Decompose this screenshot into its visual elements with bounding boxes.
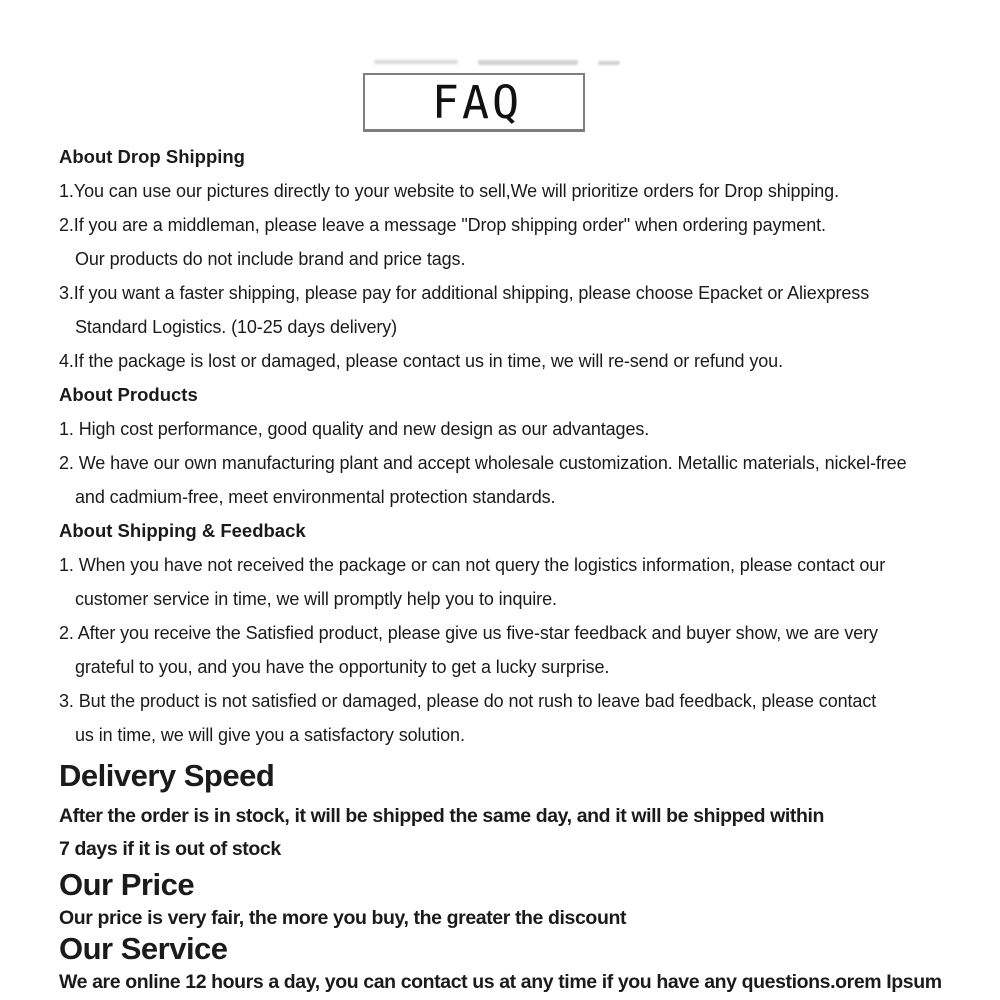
faq-line: 2. We have our own manufacturing plant and accept wholesale customization. Metallic materials, nickel-free [59, 453, 907, 473]
faq-line: and cadmium-free, meet environmental protection standards. [75, 487, 556, 507]
faq-line: 3. But the product is not satisfied or damaged, please do not rush to leave bad feedback, please contact [59, 691, 877, 711]
cutoff-text-smudge [478, 60, 578, 65]
section-heading-products: About Products [59, 384, 198, 405]
faq-content [59, 140, 994, 998]
section-heading-shipping-feedback: About Shipping & Feedback [59, 520, 306, 541]
faq-line: grateful to you, and you have the opportunity to get a lucky surprise. [75, 657, 610, 677]
faq-line: 3.If you want a faster shipping, please pay for additional shipping, please choose Epacket or Aliexpress [59, 283, 870, 303]
highlight-line: After the order is in stock, it will be shipped the same day, and it will be shipped within [59, 805, 825, 827]
highlight-line: We are online 12 hours a day, you can contact us at any time if you have any questions.orem Ipsum [59, 971, 942, 993]
faq-line: customer service in time, we will promptly help you to inquire. [75, 589, 557, 609]
cutoff-text-smudge [374, 60, 458, 64]
faq-line: Standard Logistics. (10-25 days delivery) [75, 317, 398, 337]
faq-title: FAQ [431, 75, 523, 129]
heading-delivery-speed: Delivery Speed [59, 758, 275, 793]
faq-line: 1.You can use our pictures directly to your website to sell,We will prioritize orders for Drop shipping. [59, 181, 839, 201]
faq-line: 2.If you are a middleman, please leave a message "Drop shipping order" when ordering payment. [59, 215, 826, 235]
faq-line: 4.If the package is lost or damaged, please contact us in time, we will re-send or refund you. [59, 351, 783, 371]
faq-line: us in time, we will give you a satisfactory solution. [75, 725, 465, 745]
faq-line: 1. When you have not received the package or can not query the logistics information, please contact our [59, 555, 886, 575]
faq-line: 1. High cost performance, good quality and new design as our advantages. [59, 419, 650, 439]
heading-our-service: Our Service [59, 931, 228, 966]
highlight-line: 7 days if it is out of stock [59, 838, 281, 860]
cutoff-text-smudge [598, 61, 620, 65]
heading-our-price: Our Price [59, 867, 195, 902]
section-heading-drop-shipping: About Drop Shipping [59, 146, 245, 167]
highlight-line: Our price is very fair, the more you buy, the greater the discount [59, 907, 627, 929]
faq-title-box [363, 73, 585, 132]
faq-line: 2. After you receive the Satisfied product, please give us five-star feedback and buyer show, we are very [59, 623, 878, 643]
faq-line: Our products do not include brand and price tags. [75, 249, 466, 269]
